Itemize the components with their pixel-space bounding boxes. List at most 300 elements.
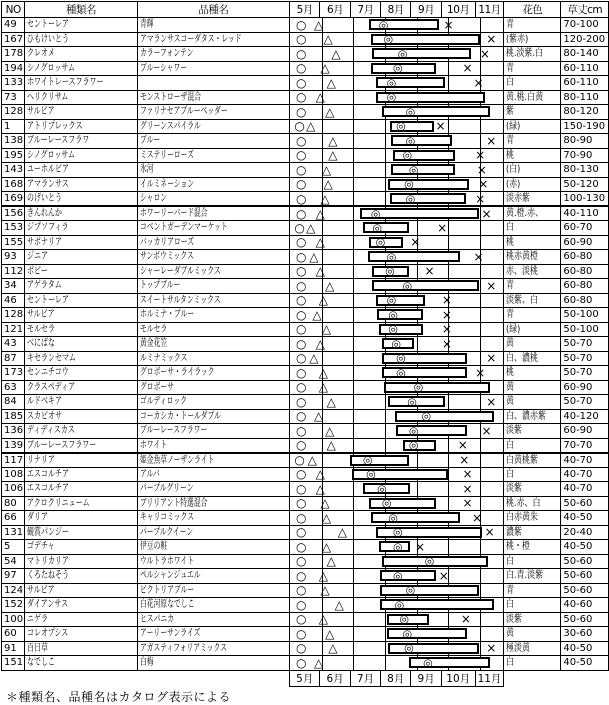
month-gridline: [480, 482, 481, 496]
cross-symbol: ×: [424, 264, 435, 279]
month-gridline: [322, 250, 323, 264]
month-gridline: [480, 279, 481, 293]
row-no: 155: [2, 235, 25, 250]
month-gridline: [353, 76, 354, 90]
row-no: 128: [2, 308, 25, 323]
triangle-symbol: △: [328, 133, 338, 148]
flower-color: 白黄桃紫: [504, 453, 561, 468]
col-header-species: 種類名: [25, 2, 137, 18]
variety-name: ブルーレースフラワー: [137, 424, 290, 439]
row-no: 156: [2, 206, 25, 221]
species-name: ポピー: [25, 264, 137, 279]
plant-height: 40-50: [561, 540, 609, 555]
month-gridline: [353, 540, 354, 554]
col-header-month-8: 8月: [381, 2, 411, 18]
month-gridline: [385, 120, 386, 134]
flower-color: 白: [504, 656, 561, 671]
month-gridline: [448, 540, 449, 554]
triangle-symbol: △: [325, 278, 335, 293]
month-gridline: [353, 497, 354, 511]
month-gridline: [353, 221, 354, 235]
col-header-month-11: 11月: [475, 2, 504, 18]
month-gridline: [353, 279, 354, 293]
catalog-note: ＊種類名、品種名はカタログ表示による: [6, 689, 232, 704]
sow-circle-symbol: ○: [295, 641, 307, 656]
row-no: 80: [2, 496, 25, 511]
row-no: 91: [2, 641, 25, 656]
row-no: 112: [2, 264, 25, 279]
month-gridline: [480, 323, 481, 337]
footer-month-8: 8月: [381, 670, 411, 686]
schedule-strip: [290, 90, 504, 105]
variety-name: グロボーサ・ライラック: [137, 366, 290, 381]
double-circle-symbol: ◎: [370, 207, 381, 220]
species-name: キセランセマム: [25, 351, 137, 366]
sow-circle-symbol: ○: [295, 481, 307, 496]
double-circle-symbol: ◎: [392, 61, 403, 75]
sow-circle-symbol: ○: [295, 496, 307, 511]
row-no: 108: [2, 467, 25, 482]
triangle-symbol: △: [318, 612, 328, 627]
species-name: セントーレア: [25, 18, 137, 33]
species-name: ブルーレースフラワ: [25, 134, 137, 149]
cross-symbol: ×: [475, 191, 486, 206]
species-name: クレオメ: [25, 47, 137, 62]
month-gridline: [353, 656, 354, 670]
flower-color: 桃.赤、白: [504, 496, 561, 511]
flower-color: 白赤黄朱: [504, 511, 561, 526]
double-circle-symbol: ◎: [385, 264, 395, 278]
cross-symbol: ×: [410, 235, 421, 250]
sow-circle-symbol: ○: [295, 365, 307, 380]
bloom-period-bar: [390, 193, 466, 204]
row-no: 173: [2, 366, 25, 381]
row-no: 169: [2, 192, 25, 207]
month-gridline: [353, 482, 354, 496]
schedule-strip: [290, 395, 504, 410]
sow-circle-symbol: ○: [295, 191, 307, 206]
month-gridline: [480, 439, 481, 452]
sow-circle-symbol: ○: [295, 438, 307, 452]
flower-color: 白: [504, 76, 561, 91]
schedule-strip: [290, 540, 504, 555]
cross-symbol: ×: [471, 510, 483, 525]
month-gridline: [480, 454, 481, 467]
double-circle-symbol: ◎: [421, 409, 432, 423]
month-gridline: [448, 395, 449, 409]
triangle-symbol: △: [334, 597, 344, 612]
cross-symbol: ×: [441, 336, 452, 351]
col-header-plant-height: 草丈cm: [561, 2, 609, 18]
plant-height: 60-80: [561, 250, 609, 265]
flower-color: 桃・橙: [504, 540, 561, 555]
triangle-symbol: △: [306, 119, 316, 134]
month-gridline: [353, 236, 354, 250]
month-gridline: [353, 149, 354, 163]
month-gridline: [353, 584, 354, 598]
month-gridline: [353, 395, 354, 409]
bloom-period-bar: [388, 179, 469, 190]
variety-name: ホワイト: [137, 438, 290, 453]
species-name: クラスペディア: [25, 380, 137, 395]
species-name: べにばな: [25, 337, 137, 352]
species-name: アクロクリニューム: [25, 496, 137, 511]
bloom-period-bar: [391, 135, 451, 146]
triangle-symbol: △: [320, 191, 330, 206]
header-row: [2, 2, 609, 18]
schedule-strip: [290, 641, 504, 656]
flower-color: 黄.桃.白黄: [504, 90, 561, 105]
bloom-period-bar: [368, 251, 460, 262]
row-no: 178: [2, 47, 25, 62]
sow-circle-symbol: ○: [295, 264, 307, 279]
cross-symbol: ×: [484, 525, 495, 540]
plant-height: 50-120: [561, 177, 609, 192]
flower-color: 濃紫: [504, 525, 561, 540]
row-no: 106: [2, 482, 25, 497]
table-row: [2, 163, 609, 178]
bloom-period-bar: [376, 295, 425, 306]
schedule-strip: [290, 511, 504, 526]
flower-color: 白.青.淡紫: [504, 569, 561, 584]
table-row: [2, 206, 609, 221]
triangle-symbol: △: [323, 32, 333, 47]
triangle-symbol: △: [313, 17, 324, 32]
triangle-symbol: △: [318, 380, 328, 395]
row-no: 143: [2, 163, 25, 178]
schedule-strip: [290, 424, 504, 439]
month-gridline: [448, 76, 449, 90]
plant-height: 40-50: [561, 511, 609, 526]
flower-color: 淡紫: [504, 612, 561, 627]
species-name: ダリア: [25, 511, 137, 526]
plant-height: 40-110: [561, 206, 609, 221]
plant-height: 50-100: [561, 308, 609, 323]
plant-height: 120-200: [561, 32, 609, 47]
table-row: [2, 583, 609, 598]
schedule-strip: [290, 366, 504, 381]
schedule-strip: [290, 134, 504, 149]
footer-month-11: 11月: [475, 670, 504, 686]
month-gridline: [417, 221, 418, 235]
month-gridline: [480, 395, 481, 409]
col-header-month-7: 7月: [350, 2, 380, 18]
species-name: ルドベキア: [25, 395, 137, 410]
variety-name: イルミネーション: [137, 177, 290, 192]
month-gridline: [353, 352, 354, 366]
sow-circle-symbol: ○: [295, 322, 307, 337]
schedule-strip: [290, 496, 504, 511]
month-gridline: [353, 511, 354, 525]
month-gridline: [448, 468, 449, 482]
flower-color: 青: [504, 61, 561, 76]
sow-circle-symbol: ○: [295, 597, 307, 612]
month-gridline: [480, 265, 481, 279]
double-circle-symbol: ◎: [413, 380, 424, 394]
month-gridline: [480, 468, 481, 482]
species-name: ひもけいとう: [25, 32, 137, 47]
double-circle-symbol: ◎: [405, 134, 416, 148]
bloom-period-bar: [377, 309, 423, 320]
table-row: [2, 511, 609, 526]
double-circle-symbol: ◎: [383, 32, 394, 46]
double-circle-symbol: ◎: [407, 395, 417, 409]
month-gridline: [385, 134, 386, 148]
flower-color: 黄: [504, 627, 561, 642]
plant-height: 40-50: [561, 656, 609, 671]
double-circle-symbol: ◎: [372, 221, 383, 235]
plant-height: 40-60: [561, 598, 609, 613]
row-no: 151: [2, 656, 25, 671]
species-name: ジニア: [25, 250, 137, 265]
triangle-symbol: △: [321, 539, 332, 554]
triangle-symbol: △: [326, 394, 336, 409]
month-gridline: [480, 642, 481, 656]
month-gridline: [353, 598, 354, 612]
double-circle-symbol: ◎: [397, 47, 408, 61]
species-name: シノグロッサム: [25, 61, 137, 76]
triangle-symbol: △: [315, 336, 325, 351]
sow-circle-symbol: ○: [295, 583, 307, 598]
schedule-strip: [290, 105, 504, 120]
row-no: 152: [2, 598, 25, 613]
col-header-variety: 品種名: [137, 2, 290, 18]
plant-height: 50-70: [561, 337, 609, 352]
month-gridline: [353, 120, 354, 134]
double-circle-symbol: ◎: [386, 90, 397, 104]
bloom-period-bar: [363, 222, 409, 233]
flower-color: (白): [504, 163, 561, 178]
variety-name: カラーフォンテン: [137, 47, 290, 62]
schedule-strip: [290, 119, 504, 134]
month-gridline: [480, 352, 481, 366]
schedule-strip: [290, 380, 504, 395]
schedule-strip: [290, 177, 504, 192]
schedule-strip: [290, 192, 504, 207]
table-row: [2, 627, 609, 642]
species-name: リナリア: [25, 453, 137, 468]
month-gridline: [480, 584, 481, 598]
month-gridline: [353, 105, 354, 119]
variety-name: アーリーサンライズ: [137, 627, 290, 642]
table-body: [2, 18, 609, 671]
col-header-month-5: 5月: [290, 2, 320, 18]
month-gridline: [353, 18, 354, 32]
month-gridline: [322, 120, 323, 134]
col-header-month-6: 6月: [320, 2, 350, 18]
double-circle-symbol: ◎: [404, 177, 414, 191]
species-name: モルセラ: [25, 322, 137, 337]
flower-color: 黄: [504, 337, 561, 352]
table-row: [2, 656, 609, 671]
table-row: [2, 32, 609, 47]
variety-name: ブリリアント特選混合: [137, 496, 290, 511]
month-gridline: [448, 439, 449, 452]
table-row: [2, 598, 609, 613]
variety-name: ミステリーローズ: [137, 148, 290, 163]
variety-name: ファリナセアブルーベッダー: [137, 105, 290, 120]
schedule-strip: [290, 569, 504, 584]
month-gridline: [322, 149, 323, 163]
col-header-month-9: 9月: [411, 2, 441, 18]
triangle-symbol: △: [321, 162, 332, 177]
table-row: [2, 453, 609, 468]
table-row: [2, 409, 609, 424]
flower-color: (赤): [504, 177, 561, 192]
variety-name: サンボウミックス: [137, 250, 290, 265]
table-row: [2, 438, 609, 453]
cross-symbol: ×: [462, 481, 473, 496]
month-gridline: [417, 337, 418, 351]
cross-symbol: ×: [462, 61, 473, 76]
sow-circle-symbol: ○: [295, 32, 307, 47]
species-name: ニゲラ: [25, 612, 137, 627]
footer-spacer-right: [504, 670, 609, 686]
schedule-strip: [290, 656, 504, 671]
flower-color: 淡紫、白: [504, 293, 561, 308]
month-gridline: [480, 540, 481, 554]
schedule-strip: [290, 32, 504, 47]
variety-name: モルセラ: [137, 322, 290, 337]
species-name: コレオプシス: [25, 627, 137, 642]
triangle-symbol: △: [313, 409, 324, 424]
double-circle-symbol: ◎: [405, 105, 416, 119]
sow-circle-symbol: ○: [295, 525, 307, 540]
sow-circle-symbol: ○: [295, 162, 307, 177]
triangle-symbol: △: [326, 438, 336, 452]
plant-height: 60-80: [561, 293, 609, 308]
month-gridline: [322, 352, 323, 366]
month-gridline: [480, 308, 481, 322]
flower-color: 青: [504, 583, 561, 598]
plant-height: 60-80: [561, 279, 609, 294]
month-gridline: [353, 178, 354, 192]
triangle-symbol: △: [325, 104, 335, 119]
sow-circle-symbol: ○: [294, 453, 305, 467]
month-gridline: [385, 642, 386, 656]
table-row: [2, 119, 609, 134]
flower-color: 青: [504, 308, 561, 323]
month-gridline: [448, 221, 449, 235]
double-circle-symbol: ◎: [378, 18, 389, 32]
month-gridline: [448, 454, 449, 467]
month-gridline: [385, 439, 386, 452]
month-gridline: [353, 33, 354, 47]
plant-height: 60-90: [561, 235, 609, 250]
plant-height: 150-190: [561, 119, 609, 134]
plant-height: 50-60: [561, 569, 609, 584]
month-gridline: [480, 337, 481, 351]
sow-circle-symbol: ○: [295, 75, 307, 90]
month-gridline: [448, 482, 449, 496]
month-gridline: [322, 221, 323, 235]
double-circle-symbol: ◎: [375, 235, 386, 249]
variety-name: 氷河: [137, 163, 290, 178]
flower-color: (緑): [504, 322, 561, 337]
variety-name: パープルクイーン: [137, 525, 290, 540]
sow-circle-symbol: ○: [295, 17, 307, 32]
flower-color: 桃: [504, 148, 561, 163]
bloom-period-bar: [380, 570, 435, 581]
row-no: 139: [2, 438, 25, 453]
triangle-symbol: △: [315, 467, 325, 482]
double-circle-symbol: ◎: [392, 540, 403, 554]
cross-symbol: ×: [475, 365, 486, 380]
row-no: 128: [2, 105, 25, 120]
sow-circle-symbol: ○: [295, 307, 307, 322]
variety-name: ホルミナ・ブルー: [137, 308, 290, 323]
cross-symbol: ×: [486, 32, 497, 47]
species-name: ヘリクリサム: [25, 90, 137, 105]
triangle-symbol: △: [315, 235, 325, 250]
plant-height: 40-70: [561, 453, 609, 468]
species-name: セントーレア: [25, 293, 137, 308]
plant-height: 60-90: [561, 380, 609, 395]
plant-height: 40-70: [561, 467, 609, 482]
sow-circle-symbol: ○: [295, 278, 307, 293]
triangle-symbol: △: [312, 307, 322, 322]
flower-sowing-table-page: [0, 1, 609, 704]
double-circle-symbol: ◎: [391, 337, 402, 351]
schedule-strip: [290, 598, 504, 613]
cross-symbol: ×: [462, 496, 473, 511]
month-gridline: [480, 236, 481, 250]
month-gridline: [322, 308, 323, 322]
bloom-period-bar: [369, 498, 436, 509]
month-gridline: [322, 555, 323, 569]
month-gridline: [353, 642, 354, 656]
flower-color: 淡紫: [504, 424, 561, 439]
sow-circle-symbol: ○: [295, 104, 307, 119]
sow-circle-symbol: ○: [295, 510, 307, 525]
month-gridline: [480, 569, 481, 583]
row-no: 93: [2, 250, 25, 265]
variety-name: コベントガーデンマーケット: [137, 221, 290, 236]
sow-circle-symbol: ○: [295, 554, 307, 569]
variety-name: ホワーリーバード混合: [137, 206, 290, 221]
cross-symbol: ×: [462, 467, 473, 482]
bloom-period-bar: [403, 440, 436, 451]
cross-symbol: ×: [475, 148, 486, 163]
triangle-symbol: △: [328, 148, 338, 163]
plant-height: 80-120: [561, 105, 609, 120]
table-row: [2, 366, 609, 381]
schedule-strip: [290, 76, 504, 91]
month-gridline: [353, 555, 354, 569]
schedule-strip: [290, 18, 504, 33]
plant-height: 70-70: [561, 438, 609, 453]
sow-circle-symbol: ○: [295, 626, 307, 641]
cross-symbol: ×: [441, 293, 452, 308]
footer-month-6: 6月: [320, 670, 350, 686]
variety-name: 姫金魚草ノーザンライト: [137, 453, 290, 468]
month-gridline: [480, 62, 481, 76]
sow-circle-symbol: ○: [295, 394, 307, 409]
table-row: [2, 554, 609, 569]
plant-height: 60-110: [561, 61, 609, 76]
table-row: [2, 467, 609, 482]
species-name: エスコルチア: [25, 482, 137, 497]
flower-color: 白: [504, 221, 561, 236]
cross-symbol: ×: [457, 438, 468, 452]
cross-symbol: ×: [460, 612, 471, 627]
variety-name: ルミナミックス: [137, 351, 290, 366]
species-name: なでしこ: [25, 656, 137, 671]
footer-month-row: [2, 670, 609, 686]
row-no: 46: [2, 293, 25, 308]
double-circle-symbol: ◎: [424, 554, 435, 568]
month-gridline: [322, 47, 323, 61]
